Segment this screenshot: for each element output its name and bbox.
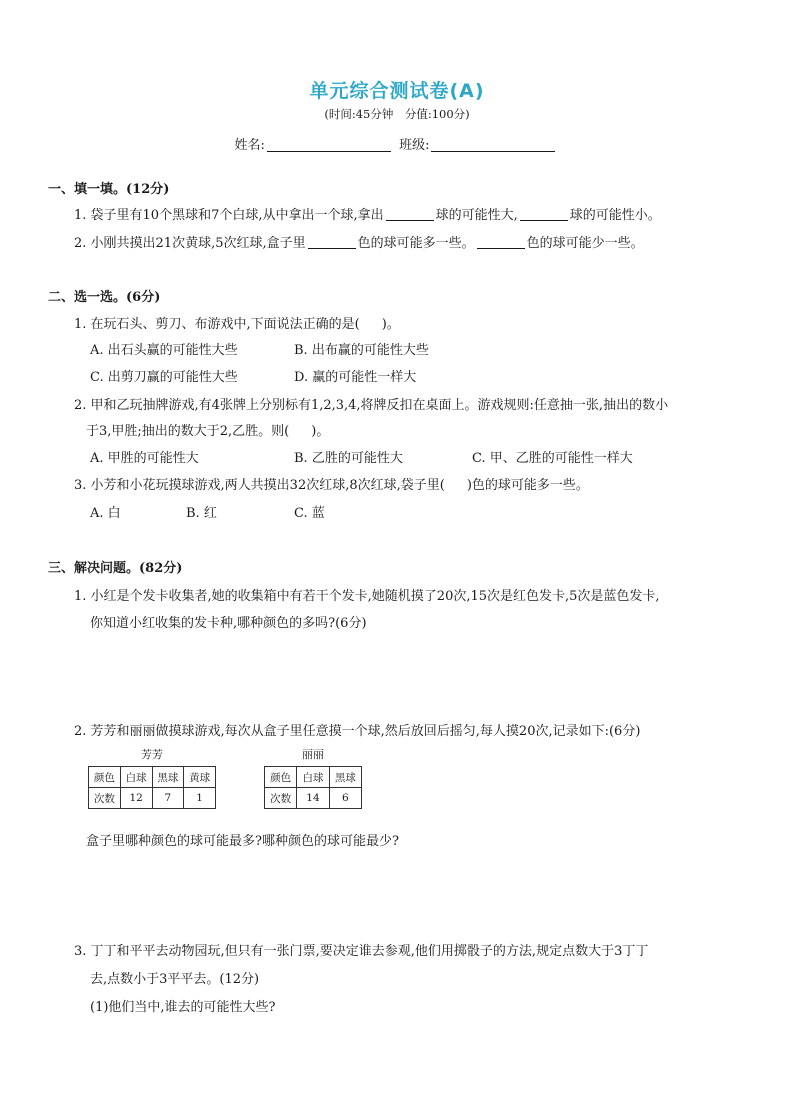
section3-heading: 三、解决问题。(82分) (48, 561, 183, 576)
table-cell: 次数 (89, 788, 121, 809)
question-text: )色的球可能多一些。 (466, 478, 589, 493)
name-field[interactable] (267, 137, 391, 152)
table-row (89, 788, 216, 809)
section1-question-1 (74, 204, 661, 223)
section3-question-3-line2: 去,点数小于3平平去。(12分) (90, 972, 260, 987)
section2-question-2-line1: 2. 甲和乙玩抽牌游戏,有4张牌上分别标有1,2,3,4,将牌反扣在桌面上。游戏规则:任意抽一张,抽出的数小 (74, 398, 669, 413)
section3-question-3-line1: 3. 丁丁和平平去动物园玩,但只有一张门票,要决定谁去参观,他们用掷骰子的方法,规定点数大于3丁丁 (74, 944, 649, 959)
page-subtitle: (时间:45分钟 分值:100分) (324, 107, 470, 121)
table-caption-fangfang: 芳芳 (141, 748, 163, 761)
page-title: 单元综合测试卷(A) (309, 80, 485, 102)
class-field[interactable] (431, 137, 555, 152)
answer-blank[interactable] (477, 236, 525, 249)
section2-heading: 二、选一选。(6分) (48, 290, 161, 305)
option-c[interactable]: C. 甲、乙胜的可能性一样大 (472, 451, 633, 466)
question-text: 3. 小芳和小花玩摸球游戏,两人共摸出32次红球,8次红球,袋子里( (74, 478, 445, 493)
name-label: 姓名: (234, 138, 265, 153)
answer-blank[interactable] (308, 236, 356, 249)
table-cell: 7 (152, 788, 184, 809)
table-cell: 颜色 (89, 767, 121, 788)
question-text: 色的球可能少一些。 (526, 236, 644, 251)
section3-question-3-sub1: (1)他们当中,谁去的可能性大些? (90, 1000, 276, 1015)
table-cell: 6 (329, 788, 361, 809)
section2-question-3 (74, 474, 589, 493)
option-c[interactable]: C. 蓝 (294, 506, 325, 521)
question-text: 于3,甲胜;抽出的数大于2,乙胜。则( (86, 424, 290, 439)
table-cell: 黄球 (184, 767, 216, 788)
question-text: 1. 在玩石头、剪刀、布游戏中,下面说法正确的是( (74, 317, 360, 332)
question-text: 2. 小刚共摸出21次黄球,5次红球,盒子里 (74, 236, 306, 251)
record-table-fangfang (88, 766, 216, 809)
question-text: )。 (311, 424, 330, 439)
table-row (265, 788, 362, 809)
option-d[interactable]: D. 赢的可能性一样大 (294, 370, 417, 385)
table-cell: 黑球 (329, 767, 361, 788)
section3-question-1-line1: 1. 小红是个发卡收集者,她的收集箱中有若干个发卡,她随机摸了20次,15次是红色发卡,5次是蓝色发卡, (74, 589, 660, 604)
answer-blank[interactable] (520, 208, 568, 221)
question-text: )。 (381, 317, 400, 332)
record-table-lili (264, 766, 362, 809)
table-cell: 1 (184, 788, 216, 809)
option-b[interactable]: B. 乙胜的可能性大 (294, 451, 403, 466)
question-text: 球的可能性小。 (569, 208, 661, 223)
option-a[interactable]: A. 白 (90, 506, 121, 521)
table-row (89, 767, 216, 788)
table-cell: 白球 (297, 767, 329, 788)
section3-question-2-line1: 2. 芳芳和丽丽做摸球游戏,每次从盒子里任意摸一个球,然后放回后摇匀,每人摸20次,记录如下:(6分) (74, 724, 641, 739)
answer-blank[interactable] (386, 208, 434, 221)
section2-question-2-line2 (86, 420, 329, 439)
question-text: 1. 袋子里有10个黑球和7个白球,从中拿出一个球,拿出 (74, 208, 384, 223)
section3-question-2-prompt: 盒子里哪种颜色的球可能最多?哪种颜色的球可能最少? (86, 834, 399, 849)
option-b[interactable]: B. 出布赢的可能性大些 (294, 343, 429, 358)
table-cell: 12 (120, 788, 152, 809)
option-b[interactable]: B. 红 (186, 506, 217, 521)
option-a[interactable]: A. 甲胜的可能性大 (90, 451, 199, 466)
table-cell: 白球 (120, 767, 152, 788)
table-cell: 黑球 (152, 767, 184, 788)
section3-question-1-line2: 你知道小红收集的发卡种,哪种颜色的多吗?(6分) (90, 616, 367, 631)
section2-question-1 (74, 313, 400, 332)
student-info (0, 134, 794, 153)
question-text: 色的球可能多一些。 (357, 236, 475, 251)
question-text: 球的可能性大, (435, 208, 518, 223)
section1-question-2 (74, 232, 644, 251)
table-caption-lili: 丽丽 (302, 748, 324, 761)
table-row (265, 767, 362, 788)
table-cell: 颜色 (265, 767, 297, 788)
table-cell: 次数 (265, 788, 297, 809)
option-c[interactable]: C. 出剪刀赢的可能性大些 (90, 370, 238, 385)
option-a[interactable]: A. 出石头赢的可能性大些 (90, 343, 238, 358)
table-cell: 14 (297, 788, 329, 809)
section1-heading: 一、填一填。(12分) (48, 182, 170, 197)
class-label: 班级: (399, 138, 430, 153)
